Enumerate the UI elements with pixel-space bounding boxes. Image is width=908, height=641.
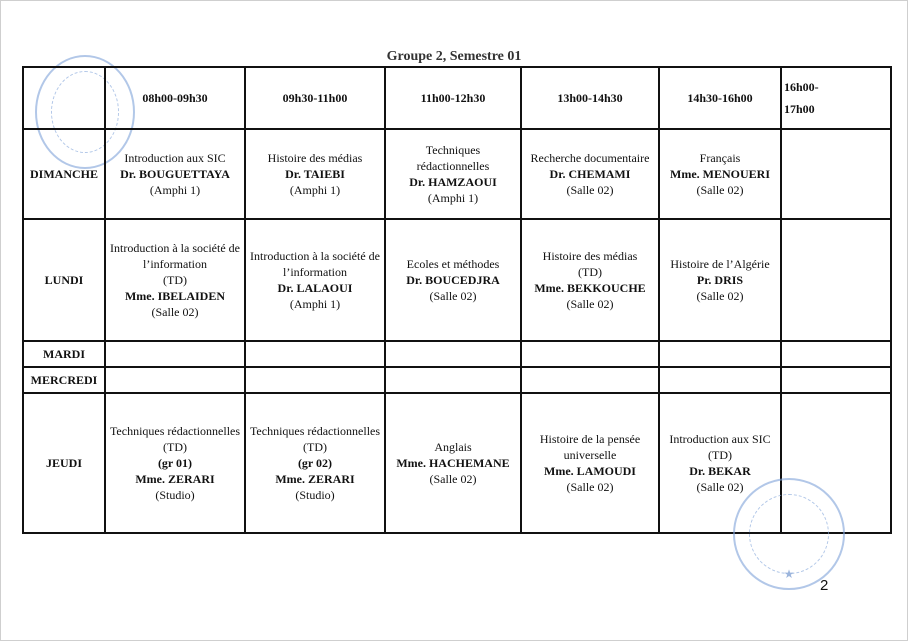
room-name: (Salle 02): [566, 183, 614, 197]
time-slot-end: 17h00: [784, 102, 815, 116]
empty-cell: [385, 367, 521, 393]
teacher-name: Mme. BEKKOUCHE: [534, 281, 646, 295]
room-name: (Studio): [155, 488, 195, 502]
schedule-cell: [245, 129, 385, 219]
course-name: Anglais: [434, 440, 472, 454]
teacher-name: Dr. LALAOUI: [277, 281, 353, 295]
schedule-cell: [521, 129, 659, 219]
empty-cell: [521, 367, 659, 393]
teacher-name: Mme. MENOUERI: [670, 167, 770, 181]
empty-cell: [781, 341, 891, 367]
teacher-name: Mme. LAMOUDI: [544, 464, 636, 478]
teacher-name: Dr. BEKAR: [689, 464, 751, 478]
star-icon: ★: [783, 567, 795, 581]
session-type: (TD): [708, 448, 732, 462]
teacher-name: Dr. BOUCEDJRA: [406, 273, 500, 287]
group-label: (gr 02): [297, 456, 333, 470]
room-name: (Amphi 1): [289, 183, 341, 197]
teacher-name: Dr. BOUGUETTAYA: [120, 167, 230, 181]
corner-cell: [23, 67, 105, 129]
teacher-name: Dr. TAIEBI: [285, 167, 345, 181]
room-name: (Salle 02): [151, 305, 199, 319]
schedule-cell: [659, 129, 781, 219]
day-row-mercredi: [23, 367, 891, 393]
course-name: Introduction aux SIC: [669, 432, 771, 446]
day-label: MARDI: [23, 341, 105, 367]
schedule-cell: [521, 219, 659, 341]
teacher-name: Mme. ZERARI: [135, 472, 215, 486]
empty-cell: [781, 129, 891, 219]
teacher-name: Dr. HAMZAOUI: [409, 175, 497, 189]
time-slot-start: 16h00-: [784, 80, 819, 94]
teacher-name: Dr. CHEMAMI: [549, 167, 631, 181]
time-slot-header: [781, 67, 891, 129]
empty-cell: [105, 341, 245, 367]
room-name: (Salle 02): [429, 472, 477, 486]
room-name: (Salle 02): [566, 297, 614, 311]
empty-cell: [659, 341, 781, 367]
time-slot-header: 08h00-09h30: [105, 67, 245, 129]
empty-cell: [659, 367, 781, 393]
schedule-cell: [105, 393, 245, 533]
schedule-cell: [245, 219, 385, 341]
course-name: Histoire des médias: [267, 151, 363, 165]
course-name: Recherche documentaire: [530, 151, 650, 165]
room-name: (Studio): [295, 488, 335, 502]
page-number: 2: [820, 577, 829, 594]
schedule-cell: [521, 393, 659, 533]
course-name: Ecoles et méthodes: [406, 257, 500, 271]
course-name: Histoire de la pensée universelle: [539, 432, 641, 462]
day-row-mardi: [23, 341, 891, 367]
room-name: (Salle 02): [696, 480, 744, 494]
course-name: Histoire de l’Algérie: [670, 257, 770, 271]
header-row: [23, 67, 891, 129]
session-type: (TD): [578, 265, 602, 279]
schedule-table: [22, 66, 892, 534]
session-type: (TD): [163, 440, 187, 454]
empty-cell: [781, 367, 891, 393]
course-name: Histoire des médias: [542, 249, 638, 263]
schedule-cell: [385, 129, 521, 219]
teacher-name: Mme. HACHEMANE: [396, 456, 510, 470]
room-name: (Salle 02): [429, 289, 477, 303]
schedule-cell: [385, 219, 521, 341]
schedule-cell: [385, 393, 521, 533]
day-row-dimanche: [23, 129, 891, 219]
empty-cell: [245, 367, 385, 393]
empty-cell: [245, 341, 385, 367]
empty-cell: [385, 341, 521, 367]
course-name: Techniques rédactionnelles: [109, 424, 241, 438]
course-name: Introduction à la société de l’information: [110, 241, 240, 271]
time-slot-header: 13h00-14h30: [521, 67, 659, 129]
day-label: JEUDI: [23, 393, 105, 533]
course-name: Introduction à la société de l’information: [250, 249, 380, 279]
schedule-cell: [105, 129, 245, 219]
room-name: (Salle 02): [696, 289, 744, 303]
day-label: DIMANCHE: [23, 129, 105, 219]
official-stamp-bottom-right: [733, 478, 845, 590]
schedule-cell: [659, 219, 781, 341]
schedule-cell: [105, 219, 245, 341]
session-type: (TD): [163, 273, 187, 287]
course-name: Techniques rédactionnelles: [416, 143, 490, 173]
room-name: (Amphi 1): [149, 183, 201, 197]
schedule-title: Groupe 2, Semestre 01: [386, 49, 522, 64]
schedule-cell: [245, 393, 385, 533]
teacher-name: Mme. ZERARI: [275, 472, 355, 486]
empty-cell: [521, 341, 659, 367]
day-label: MERCREDI: [23, 367, 105, 393]
time-slot-header: 09h30-11h00: [245, 67, 385, 129]
room-name: (Amphi 1): [427, 191, 479, 205]
empty-cell: [105, 367, 245, 393]
room-name: (Salle 02): [696, 183, 744, 197]
time-slot-header: 11h00-12h30: [385, 67, 521, 129]
empty-cell: [781, 219, 891, 341]
course-name: Français: [699, 151, 741, 165]
day-label: LUNDI: [23, 219, 105, 341]
day-row-lundi: [23, 219, 891, 341]
course-name: Introduction aux SIC: [124, 151, 226, 165]
time-slot-header: 14h30-16h00: [659, 67, 781, 129]
group-label: (gr 01): [157, 456, 193, 470]
room-name: (Amphi 1): [289, 297, 341, 311]
session-type: (TD): [303, 440, 327, 454]
teacher-name: Mme. IBELAIDEN: [124, 289, 225, 303]
teacher-name: Pr. DRIS: [696, 273, 744, 287]
room-name: (Salle 02): [566, 480, 614, 494]
course-name: Techniques rédactionnelles: [249, 424, 381, 438]
